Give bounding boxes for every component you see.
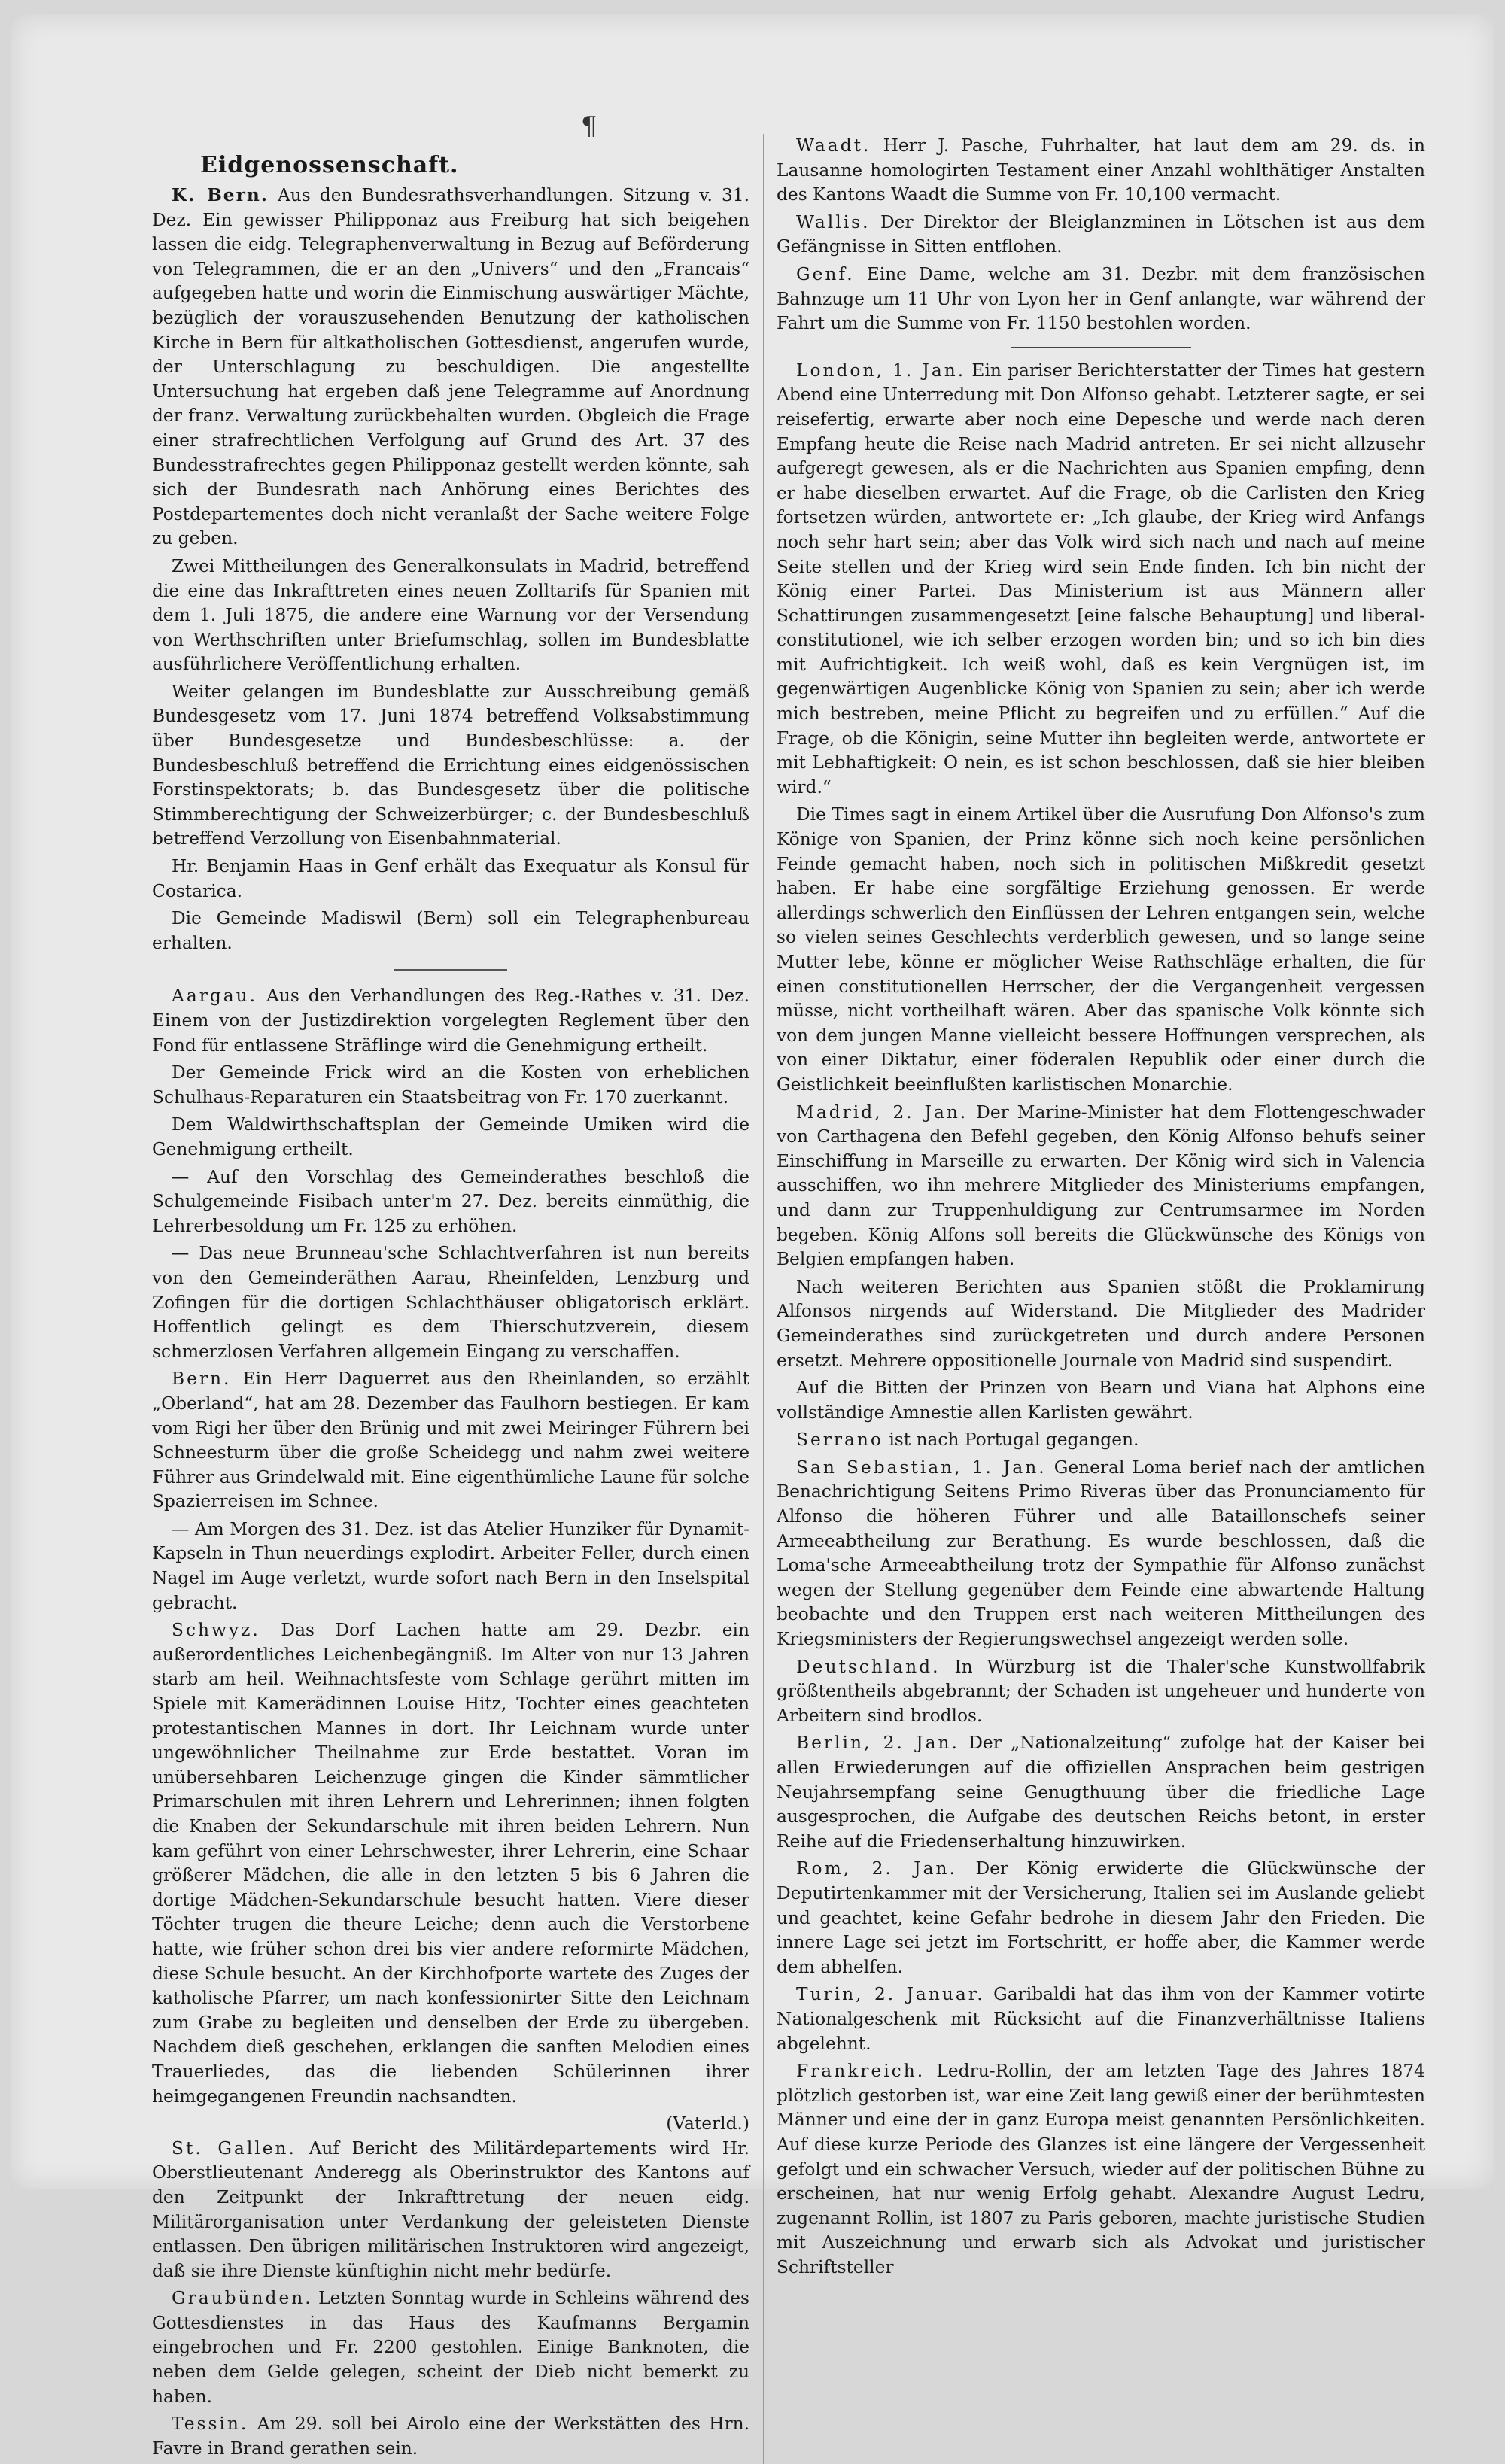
right-column <box>763 134 1425 2283</box>
divider <box>394 969 507 971</box>
article-graubuenden <box>152 2286 749 2409</box>
text-turin: Garibaldi hat das ihm von der Kammer votirte Nationalgeschenk mit Rücksicht auf die Finanzverhältnisse Italiens abgelehnt. <box>777 1984 1425 2054</box>
article-london <box>777 359 1425 801</box>
text-deutschland: In Würzburg ist die Thaler'sche Kunstwollfabrik größtentheils abgebrannt; der Schaden ist ungeheuer und hunderte von Arbeitern sind brodlos. <box>777 1656 1426 1726</box>
article-deutschland <box>777 1655 1425 1729</box>
text-bern: Aus den Bundesrathsverhandlungen. Sitzung v. 31. Dez. Ein gewisser Philipponaz aus Freiburg hat sich beigehen lassen die eidg. Telegraphenverwaltung in Bezug auf Beförderung von Telegrammen, die er an den „Univers“ und den „Francais“ aufgegeben hatte und worin die Einmischung auswärtiger Mächte, bezüglich der vorauszusehenden Benutzung der katholischen Kirche in Bern für altkatholischen Gottesdienst, angerufen wurde, der Unterschlagung zu beschuldigen. Die angestellte Untersuchung hat ergeben daß jene Telegramme auf Anordnung der franz. Verwaltung zurückbehalten wurden. Obgleich die Frage einer strafrechtlichen Verfolgung auf Grund des Art. 37 des Bundesstrafrechtes gegen Philipponaz gestellt werden könnte, sah sich der Bundesrath nach Anhörung eines Berichtes des Postdepartementes doch nicht veranlaßt der Sache weitere Folge zu geben. <box>152 185 750 549</box>
article-brunneau: — Das neue Brunneau'sche Schlachtverfahren ist nun bereits von den Gemeinderäthen Aarau, Rheinfelden, Lenzburg und Zofingen für die dortigen Schlachthäuser obligatorisch erklärt. Hoffentlich gelingt es dem Thierschutzverein, diesem schmerzlosen Verfahren allgemein Eingang zu verschaffen. <box>152 1243 749 1362</box>
article-hunziker: — Am Morgen des 31. Dez. ist das Atelier Hunziker für Dynamit-Kapseln in Thun neuerdings explodirt. Arbeiter Feller, durch einen Nagel im Auge verletzt, wurde sofort nach Bern in den Inselspital gebracht. <box>152 1518 749 1613</box>
article-fisibach: — Auf den Vorschlag des Gemeinderathes beschloß die Schulgemeinde Fisibach unter'm 27. Dez. bereits einmüthig, die Lehrerbesoldung um Fr. 125 zu erhöhen. <box>152 1166 749 1236</box>
text-rom: Der König erwiderte die Glückwünsche der Deputirtenkammer mit der Versicherung, Italien sei im Auslande geliebt und geachtet, keine Gefahr bedrohe in diesem Jahr den Frieden. Die innere Lage sei jetzt im Fortschritt, er hoffe aber, die Kammer werde dem abhelfen. <box>777 1858 1425 1977</box>
article-times: Die Times sagt in einem Artikel über die Ausrufung Don Alfonso's zum Könige von Spanien, der Prinz könne sich noch keine persönlichen Feinde gemacht haben, noch sich in politischen Mißkredit gesetzt haben. Er habe eine sorgfältige Erziehung genossen. Er werde allerdings schwerlich den Einflüssen der Lehren entgangen sein, welche so vielen seines Geschlechts verderblich gewesen, und so lange seine Mutter lebe, könne er möglicher Weise Rathschläge erhalten, die für einen constitutionellen Herrscher, der die Vergangenheit vergessen müsse, nicht vortheilhaft wären. Aber das spanische Volk könnte sich von dem jungen Manne vielleicht bessere Hoffnungen versprechen, als von einer Diktatur, einer föderalen Republik oder einer durch die Geistlichkeit beeinflußten karlistischen Monarchie. <box>777 804 1425 1095</box>
article-genf <box>777 263 1425 336</box>
place-sansebastian: San Sebastian, 1. Jan. <box>796 1457 1047 1478</box>
article-wallis <box>777 211 1425 260</box>
text-frankreich: Ledru-Rollin, der am letzten Tage des Jahres 1874 plötzlich gestorben ist, war eine Zeit lang gewiß einer der berühmtesten Männer und eine der in ganz Europa meist genannten Persönlichkeiten. Auf diese kurze Periode des Glanzes ist eine längere der Vergessenheit gefolgt und ein schwacher Versuch, wieder auf der politischen Bühne zu erscheinen, hat nur wenig Erfolg gehabt. Alexandre August Ledru, zugenannt Rollin, ist 1807 zu Paris geboren, machte juristische Studien mit Auszeichnung und erwarb sich als Advokat und juristischer Schriftsteller <box>777 2061 1425 2277</box>
text-wallis: Der Direktor der Bleiglanzminen in Lötschen ist aus dem Gefängnisse in Sitten entflohen. <box>777 211 1426 257</box>
place-tessin: Tessin. <box>172 2414 249 2435</box>
article-berlin <box>777 1731 1425 1854</box>
text-berlin: Der „Nationalzeitung“ zufolge hat der Kaiser bei allen Erwiederungen auf die offiziellen Ansprachen beim gestrigen Neujahrsempfang seine Genugthuung über die friedliche Lage ausgesprochen, die Aufgabe des deutschen Reichs betont, in erster Reihe auf die Friedenserhaltung hinzuwirken. <box>777 1733 1425 1852</box>
article-haas: Hr. Benjamin Haas in Genf erhält das Exequatur als Konsul für Costarica. <box>152 856 749 901</box>
article-serrano <box>777 1428 1425 1453</box>
place-waadt: Waadt. <box>796 135 871 156</box>
article-bern2 <box>152 1367 749 1515</box>
place-genf: Genf. <box>796 263 855 284</box>
place-bern: K. Bern. <box>172 185 269 205</box>
text-waadt: Herr J. Pasche, Fuhrhalter, hat laut dem am 29. ds. in Lausanne homologirten Testament einer Anzahl wohlthätiger Anstalten des Kantons Waadt die Summe von Fr. 10,100 vermacht. <box>777 135 1426 205</box>
place-deutschland: Deutschland. <box>796 1656 941 1677</box>
article-bern <box>152 184 749 551</box>
place-madrid: Madrid, 2. Jan. <box>796 1101 968 1123</box>
text-genf: Eine Dame, welche am 31. Dezbr. mit dem französischen Bahnzuge um 11 Uhr von Lyon her in Genf anlangte, war während der Fahrt um die Summe von Fr. 1150 bestohlen worden. <box>777 263 1425 334</box>
text-serrano: ist nach Portugal gegangen. <box>889 1429 1139 1451</box>
article-madrid-consulate: Zwei Mittheilungen des Generalkonsulats in Madrid, betreffend die eine das Inkrafttreten eines neuen Zolltarifs für Spanien mit dem 1. Juli 1875, die andere eine Warnung vor der Versendung von Werthschriften unter Briefumschlag, sollen im Bundesblatte ausführlichere Veröffentlichung erhalten. <box>152 555 749 675</box>
article-madiswil: Die Gemeinde Madiswil (Bern) soll ein Telegraphenbureau erhalten. <box>152 908 749 953</box>
article-bundesblatt: Weiter gelangen im Bundesblatte zur Ausschreibung gemäß Bundesgesetz vom 17. Juni 1874 betreffend Volksabstimmung über Bundesgesetze und Bundesbeschlüsse: a. der Bundesbeschluß betreffend die Errichtung eines eidgenössischen Forstinspektorats; b. das Bundesgesetz über die politische Stimmberechtigung der Schweizerbürger; c. der Bundesbeschluß betreffend Verzollung von Eisenbahnmaterial. <box>152 681 749 849</box>
place-frankreich: Frankreich. <box>796 2061 926 2082</box>
place-rom: Rom, 2. Jan. <box>796 1858 957 1879</box>
article-umiken: Dem Waldwirthschaftsplan der Gemeinde Umiken wird die Genehmigung ertheilt. <box>152 1114 749 1159</box>
text-sansebastian: General Loma berief nach der amtlichen Benachrichtigung Seitens Primo Riveras über das Pronunciamento für Alfonso die höheren Führer und alle Bataillonschefs seiner Armeeabtheilung zur Berathung. Es wurde beschlossen, daß die Loma'sche Armeeabtheilung trotz der Sympathie für Alfonso zunächst wegen der Stellung gegenüber dem Feinde eine abwartende Haltung beobachte und den Truppen erst nach weiteren Mittheilungen des Kriegsministers der Regierungswechsel angezeigt werden solle. <box>777 1457 1425 1650</box>
article-madrid <box>777 1101 1425 1272</box>
text-london: Ein pariser Berichterstatter der Times hat gestern Abend eine Unterredung mit Don Alfonso gehabt. Letzterer sagte, er sei reisefertig, erwarte aber noch eine Depesche und werde nach deren Empfang heute die Reise nach Madrid antreten. Er sei nicht allzusehr aufgeregt gewesen, als er die Nachrichten aus Spanien empfing, denn er habe dieselben erwartet. Auf die Frage, ob die Carlisten den Krieg fortsetzen würden, antwortete er: „Ich glaube, der Krieg wird Anfangs noch sehr hart sein; aber das Volk wird sich nach und nach auf meine Seite stellen und der Krieg wird sein Ende finden. Ich bin nicht der König einer Partei. Das Ministerium ist aus Männern aller Schattirungen zusammengesetzt [eine falsche Behauptung] und liberal-constitutionel, wie ich selber erzogen worden bin; und so ich bin dies mit Aufrichtigkeit. Ich weiß wohl, daß es kein Vergnügen ist, im gegenwärtigen Augenblicke König von Spanien zu sein; aber ich werde mich bestreben, meine Pflicht zu begreifen und zu erfüllen.“ Auf die Frage, ob die Königin, seine Mutter ihn begleiten werde, antwortete er mit Lebhaftigkeit: O nein, es ist schon beschlossen, daß sie hier bleiben wird.“ <box>777 360 1426 798</box>
article-amnestie: Auf die Bitten der Prinzen von Bearn und Viana hat Alphons eine vollständige Amnestie allen Karlisten gewährt. <box>777 1378 1425 1423</box>
article-rom <box>777 1857 1425 1979</box>
text-madrid: Der Marine-Minister hat dem Flottengeschwader von Carthagena den Befehl gegeben, den König Alfonso behufs seiner Einschiffung in Marseille zu erwarten. Der König wird sich in Valencia ausschiffen, wo ihn mehrere Mitglieder des Ministeriums empfangen, und dann zur Truppenhuldigung zur Centrumsarmee im Norden begeben. König Alfons soll bereits die Glückwünsche des Königs von Belgien empfangen haben. <box>777 1101 1425 1270</box>
article-waadt <box>777 134 1425 208</box>
section-title: Eidgenossenschaft. <box>200 152 459 178</box>
place-stgallen: St. Gallen. <box>172 2137 296 2159</box>
text-schwyz: Das Dorf Lachen hatte am 29. Dezbr. ein außerordentliches Leichenbegängniß. Im Alter von nur 13 Jahren starb am heil. Weihnachtsfeste vom Schlage gerührt mitten im Spiele mit Kamerädinnen Louise Hitz, Tochter eines geachteten protestantischen Mannes in dort. Ihr Leichnam wurde unter ungewöhnlicher Theilnahme zur Erde bestattet. Voran im unübersehbaren Leichenzuge gingen die Kinder sämmtlicher Primarschulen mit ihren Lehrern und Lehrerinnen; ihnen folgten die Knaben der Sekundarschule mit ihren beiden Lehrern. Nun kam geführt von einer Lehrschwester, ihrer Lehrerin, eine Schaar größerer Mädchen, die alle in den letzten 5 bis 6 Jahren die dortige Mädchen-Sekundarschule besucht hatten. Viere dieser Töchter trugen die theure Leiche; denn auch die Verstorbene hatte, wie früher schon drei bis vier andere reformirte Mädchen, diese Schule besucht. An der Kirchhofporte wartete des Zuges der katholische Pfarrer, um nach konfessionirter Sitte den Leichnam zum Grabe zu begleiten und denselben der Erde zu übergeben. Nachdem dieß geschehen, erklangen die sanften Melodien eines Trauerliedes, das die liebenden Schülerinnen ihrer heimgegangenen Freundin nachsandten. <box>152 1620 750 2107</box>
place-schwyz: Schwyz. <box>172 1620 260 1641</box>
article-tessin <box>152 2412 749 2461</box>
article-aargau <box>152 984 749 1058</box>
text-bern2: Ein Herr Daguerret aus den Rheinlanden, so erzählt „Oberland“, hat am 28. Dezember das Faulhorn bestiegen. Er kam vom Rigi her über den Brünig und mit zwei Meiringer Führern bei Schneesturm über die große Scheidegg und nahm zwei weitere Führer aus Grindelwald mit. Eine eigenthümliche Laune für solche Spazierreisen im Schnee. <box>152 1369 749 1512</box>
article-sansebastian <box>777 1456 1425 1652</box>
pilcrow-mark: ¶ <box>581 111 597 141</box>
left-column <box>152 134 764 2464</box>
newspaper-page <box>11 14 1494 2459</box>
place-bern2: Bern. <box>172 1369 232 1390</box>
place-aargau: Aargau. <box>172 986 258 1007</box>
text-tessin: Am 29. soll bei Airolo eine der Werkstätten des Hrn. Favre in Brand gerathen sein. <box>152 2414 749 2459</box>
text-graubuenden: Letzten Sonntag wurde in Schleins während des Gottesdienstes in das Haus des Kaufmanns Bergamin eingebrochen und Fr. 2200 gestohlen. Einige Banknoten, die neben dem Gelde gelegen, scheint der Dieb nicht bemerkt zu haben. <box>152 2288 750 2407</box>
divider <box>1011 347 1191 348</box>
article-turin <box>777 1982 1425 2056</box>
place-serrano: Serrano <box>796 1429 883 1451</box>
source-vaterland: (Vaterld.) <box>666 2113 749 2134</box>
text-stgallen: Auf Bericht des Militärdepartements wird Hr. Oberstlieutenant Anderegg als Oberinstruktor des Kantons auf den Zeitpunkt der Inkrafttretung der neuen eidg. Militärorganisation unter Verdankung der geleisteten Dienste entlassen. Den übrigen militärischen Instruktoren wird angezeigt, daß sie ihre Dienste künftighin nicht mehr bedürfe. <box>152 2137 750 2281</box>
place-turin: Turin, 2. Januar. <box>796 1984 985 2005</box>
place-berlin: Berlin, 2. Jan. <box>796 1733 959 1754</box>
article-frankreich <box>777 2059 1425 2280</box>
article-schwyz <box>152 1618 749 2109</box>
article-proklamirung: Nach weiteren Berichten aus Spanien stößt die Proklamirung Alfonsos nirgends auf Widerstand. Die Mitglieder des Madrider Gemeinderathes sind zurückgetreten und durch andere Personen ersetzt. Mehrere oppositionelle Journale von Madrid sind suspendirt. <box>777 1276 1425 1371</box>
place-wallis: Wallis. <box>796 211 871 232</box>
article-stgallen <box>152 2137 749 2284</box>
text-aargau: Aus den Verhandlungen des Reg.-Rathes v. 31. Dez. Einem von der Justizdirektion vorgelegten Reglement über den Fond für entlassene Sträflinge wird die Genehmigung ertheilt. <box>152 986 749 1056</box>
place-london: London, 1. Jan. <box>796 360 966 381</box>
article-frick: Der Gemeinde Frick wird an die Kosten von erheblichen Schulhaus-Reparaturen ein Staatsbeitrag von Fr. 170 zuerkannt. <box>152 1062 749 1107</box>
place-graubuenden: Graubünden. <box>172 2288 313 2309</box>
